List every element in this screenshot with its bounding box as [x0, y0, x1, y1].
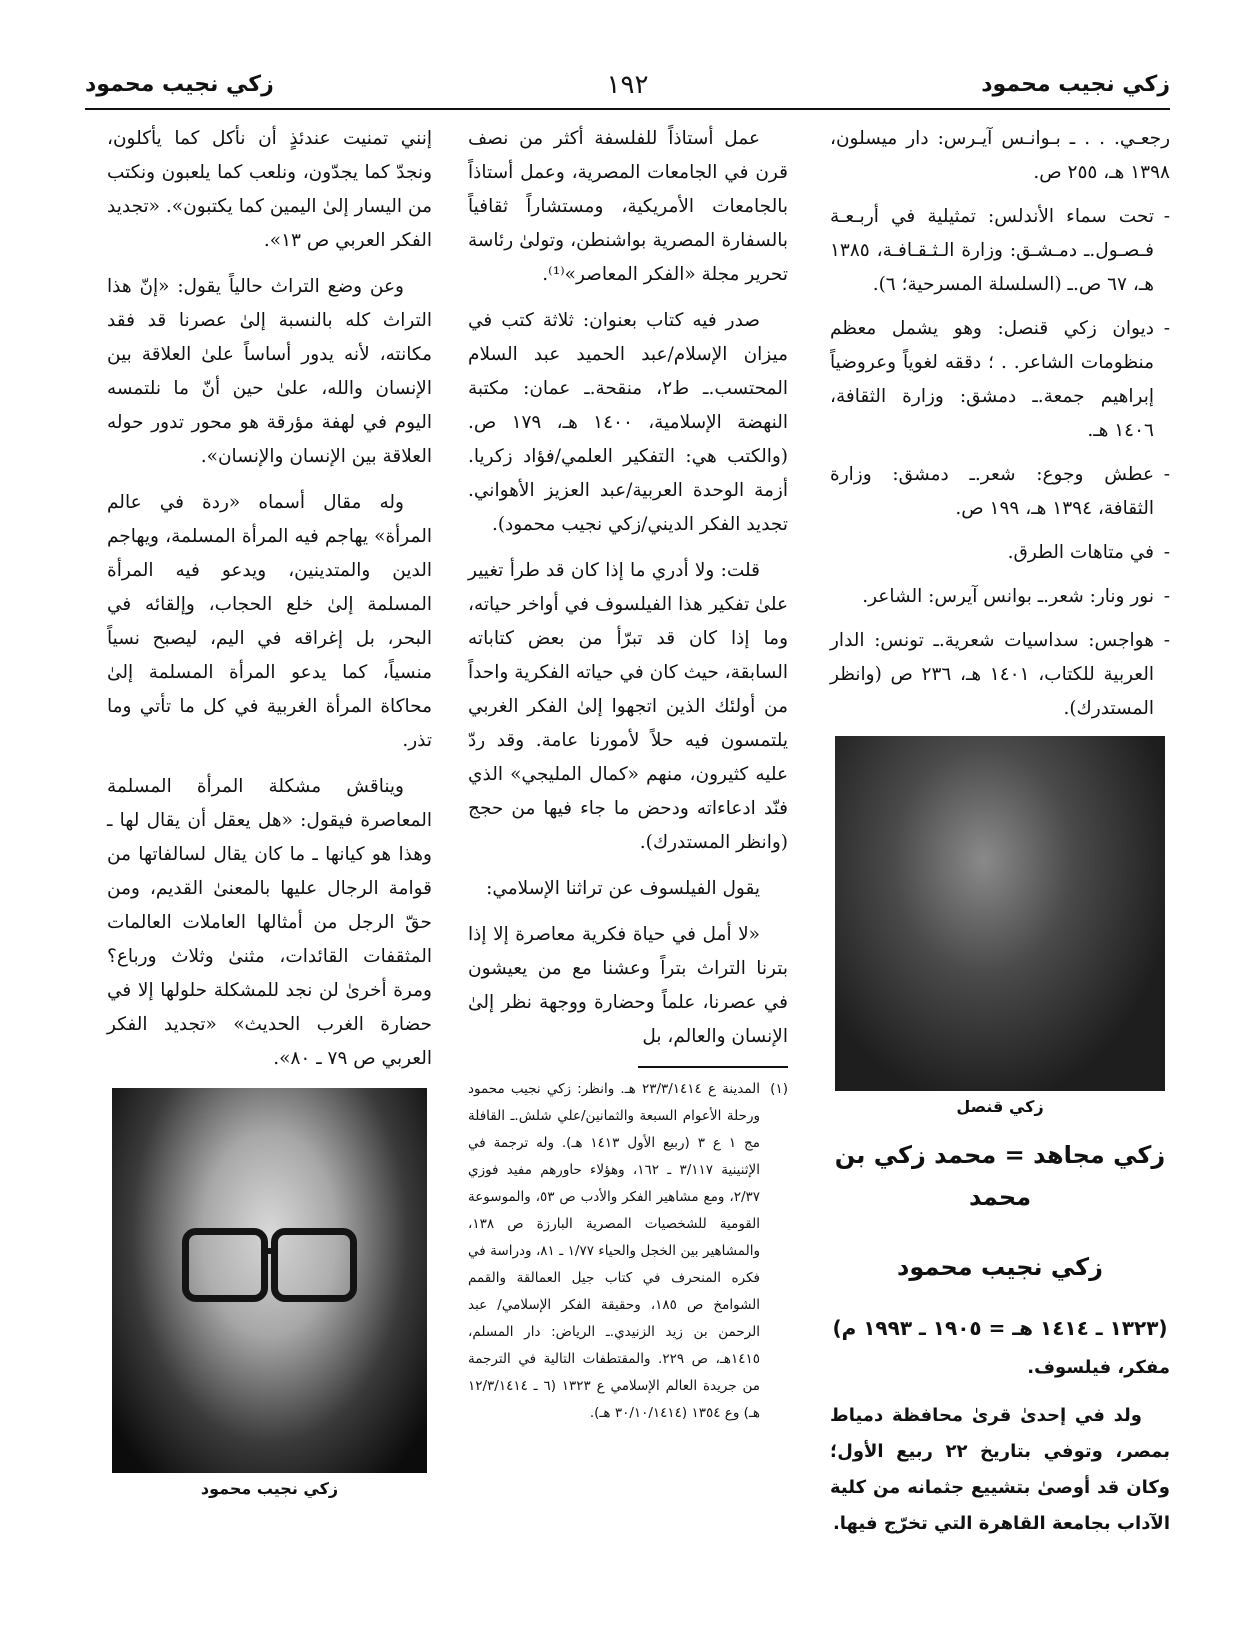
- entry-bio: ولد في إحدىٰ قرىٰ محافظة دمياط بمصر، وتوفي بتاريخ ٢٢ ربيع الأول؛ وكان قد أوصىٰ بتشييع جثمانه من كلية الآداب بجامعة القاهرة التي تخرّج فيها.: [830, 1405, 1170, 1534]
- entry-dates: (١٣٢٣ ـ ١٤١٤ هـ = ١٩٠٥ ـ ١٩٩٣ م): [832, 1316, 1168, 1340]
- page-number: ١٩٢: [606, 70, 649, 100]
- glasses-shape: [182, 1228, 357, 1298]
- footnote-number: (١): [770, 1080, 788, 1097]
- list-item: - نور ونار: شعر.ـ بوانس آيرس: الشاعر.: [830, 580, 1170, 614]
- header-rule: [85, 108, 1170, 110]
- middle-column: [468, 122, 788, 1427]
- paragraph: إنني تمنيت عندئذٍ أن نأكل كما يأكلون، ونجدّ كما يجدّون، ونلعب كما يلعبون ونكتب من اليسار إلىٰ اليمين كما يكتبون». «تجديد الفكر العربي ص ١٣».: [107, 128, 432, 251]
- photo-caption: زكي نجيب محمود: [200, 1479, 339, 1498]
- list-item: - هواجس: سداسيات شعرية.ـ تونس: الدار العربية للكتاب، ١٤٠١ هـ، ٢٣٦ ص (وانظر المستدرك).: [830, 624, 1170, 726]
- list-item: رجعـي. . . ـ بـوانـس آيـرس: دار ميسلون، ١٣٩٨ هـ، ٢٥٥ ص.: [830, 128, 1170, 183]
- running-head-left: زكي نجيب محمود: [85, 72, 274, 97]
- portrait-photo-zaki-qunsul: [835, 736, 1165, 1091]
- list-item: - تحت سماء الأندلس: تمثيلية في أربـعـة فـصـول.ـ دمـشـق: وزارة الـثـقـافـة، ١٣٨٥ هـ، ٦٧ ص.ـ (السلسلة المسرحية؛ ٦).: [830, 200, 1170, 302]
- list-item: - ديوان زكي قنصل: وهو يشمل معظم منظومات الشاعر. . ؛ دققه لغوياً وعروضياً إبراهيم جمعة.ـ دمشق: وزارة الثقافة، ١٤٠٦ هـ.: [830, 312, 1170, 448]
- portrait-photo-zaki-naguib-mahmoud: [112, 1088, 427, 1473]
- paragraph: صدر فيه كتاب بعنوان: ثلاثة كتب في ميزان الإسلام/عبد الحميد عبد السلام المحتسب.ـ ط٢، منقحة.ـ عمان: مكتبة النهضة الإسلامية، ١٤٠٠ هـ، ١٧٩ ص. (والكتب هي: التفكير العلمي/فؤاد زكريا. أزمة الوحدة العربية/عبد العزيز الأهواني. تجديد الفكر الديني/زكي نجيب محمود).: [468, 310, 788, 535]
- cross-reference-heading: زكي مجاهد = محمد زكي بن محمد: [834, 1141, 1166, 1211]
- entry-occupation: مفكر، فيلسوف.: [1027, 1357, 1170, 1378]
- list-item: - عطش وجوع: شعر.ـ دمشق: وزارة الثقافة، ١٣٩٤ هـ، ١٩٩ ص.: [830, 458, 1170, 526]
- footnote-rule: [638, 1066, 788, 1068]
- running-head-right: زكي نجيب محمود: [981, 72, 1170, 97]
- paragraph: وعن وضع التراث حالياً يقول: «إنّ هذا التراث كله بالنسبة إلىٰ عصرنا قد فقد مكانته، لأنه يدور أساساً علىٰ العلاقة بين الإنسان والله، علىٰ حين أنّ ما نلتمسه اليوم في لهفة مؤرقة هو محور تدور حوله العلاقة بين الإنسان والإنسان».: [107, 276, 432, 467]
- paragraph: يقول الفيلسوف عن تراثنا الإسلامي:: [486, 878, 760, 899]
- footnote: [468, 1076, 788, 1427]
- bibliography-list: [830, 122, 1170, 726]
- entry-heading: زكي نجيب محمود: [897, 1253, 1103, 1281]
- page-header: [85, 68, 1170, 108]
- paragraph: قلت: ولا أدري ما إذا كان قد طرأ تغيير علىٰ تفكير هذا الفيلسوف في أواخر حياته، وما إذا كان قد تبرّأ من بعض كتاباته السابقة، حيث كان في حياته الفكرية واحداً من أولئك الذين اتجهوا إلىٰ الفكر الغربي يلتمسون فيه حلاً لأمورنا عامة. وقد ردّ عليه كثيرون، منهم «كمال المليجي» الذي فنّد ادعاءاته ودحض ما جاء فيها من حجج (وانظر المستدرك).: [468, 560, 788, 853]
- list-item: - في متاهات الطرق.: [830, 536, 1170, 570]
- right-column: [830, 122, 1170, 1554]
- photo-caption: زكي قنصل: [956, 1097, 1044, 1116]
- paragraph: عمل أستاذاً للفلسفة أكثر من نصف قرن في الجامعات المصرية، وعمل أستاذاً بالجامعات الأمريكية، ومستشاراً ثقافياً بالسفارة المصرية بواشنطن، وتولىٰ رئاسة تحرير مجلة «الفكر المعاصر»⁽¹⁾.: [468, 128, 788, 285]
- paragraph: ويناقش مشكلة المرأة المسلمة المعاصرة فيقول: «هل يعقل أن يقال لها ـ وهذا هو كيانها ـ ما كان يقال لسالفاتها من قوامة الرجال عليها بالمعنىٰ القديم، ومن حقّ الرجل من أمثالها العاملات العالمات المثقفات القائدات، مثنىٰ وثلاث ورباع؟ ومرة أخرىٰ لن نجد للمشكلة حلولها إلا في حضارة الغرب الحديث» «تجديد الفكر العربي ص ٧٩ ـ ٨٠».: [107, 776, 432, 1069]
- quote-paragraph: «لا أمل في حياة فكرية معاصرة إلا إذا بترنا التراث بتراً وعشنا مع من يعيشون في عصرنا، علماً وحضارة ووجهة نظر إلىٰ الإنسان والعالم، بل: [468, 924, 788, 1047]
- footnote-text: المدينة ع ٢٣/٣/١٤١٤ هـ. وانظر: زكي نجيب محمود ورحلة الأعوام السبعة والثمانين/علي شلش.ـ القافلة مج ١ ع ٣ (ربيع الأول ١٤١٣ هـ). وله ترجمة في الإثنينية ٣/١١٧ ـ ١٦٢، وهؤلاء حاورهم مفيد فوزي ٢/٣٧، ومع مشاهير الفكر والأدب ص ٥٣، والموسوعة القومية للشخصيات المصرية البارزة ص ١٣٨، والمشاهير بين الخجل والحياء ١/٧٧ ـ ٨١، ودراسة في فكره المنحرف في كتاب جيل العمالقة والقمم الشوامخ ص ١٨٥، وحقيقة الفكر الإسلامي/ عبد الرحمن بن زيد الزنيدي.ـ الرياض: دار المسلم، ١٤١٥هـ، ص ٢٢٩. والمقتطفات التالية في الترجمة من جريدة العالم الإسلامي ع ١٣٢٣ (٦ ـ ١٢/٣/١٤١٤ هـ) وع ١٣٥٤ (٣٠/١٠/١٤١٤ هـ).: [468, 1080, 760, 1421]
- paragraph: وله مقال أسماه «ردة في عالم المرأة» يهاجم فيه المرأة المسلمة، ويهاجم الدين والمتدينين، ويدعو فيه المرأة المسلمة إلىٰ خلع الحجاب، وإلقائه في البحر، بل إغراقه في اليم، ليصبح نسياً منسياً، كما يدعو المرأة المسلمة إلىٰ محاكاة المرأة الغربية في كل ما تأتي وما تذر.: [107, 492, 432, 751]
- left-column: [107, 122, 432, 1512]
